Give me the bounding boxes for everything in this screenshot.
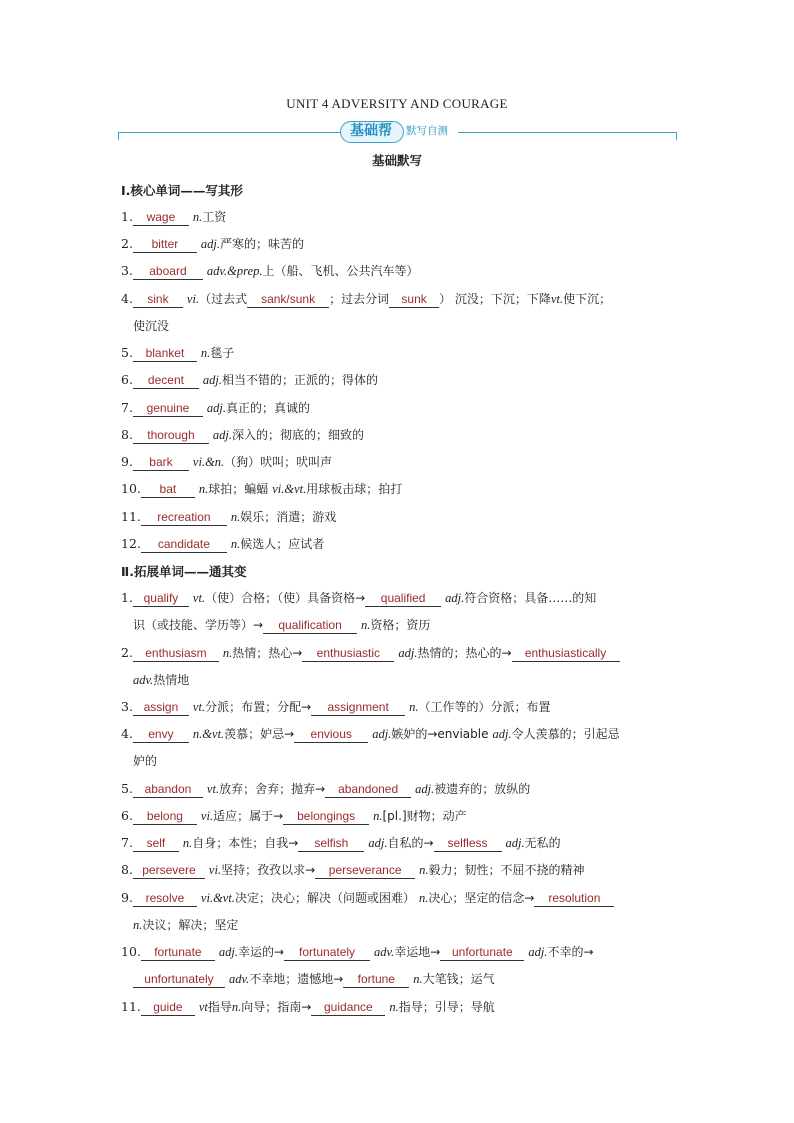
answer-blank: enthusiasm [133,646,219,662]
list-item [121,453,681,471]
answer-blank: qualified [365,591,441,607]
definition-text: 严寒的；味苦的 [220,237,305,251]
definition-text: ；过去分词 [329,292,390,306]
definition-text: 不幸地；遗憾地→ [249,972,344,986]
part-of-speech: adj. [505,836,525,850]
part-of-speech: n. [373,809,383,823]
item-number: 7. [121,835,133,850]
definition-text: 符合资格；具备……的知 [464,591,597,605]
answer-blank: qualification [263,618,357,634]
answer-blank: decent [133,373,199,389]
part-of-speech: adj. [202,373,223,387]
answer-blank: qualify [133,591,189,607]
definition-text: 工资 [202,210,227,224]
answer-blank: enthusiastically [512,646,620,662]
section2-heading: Ⅱ.拓展单词——通其变 [121,564,247,579]
part-of-speech: n. [413,972,423,986]
part-of-speech: adv.&prep. [206,264,263,278]
definition-text: 娱乐；消遣；游戏 [240,510,337,524]
definition-text: （狗）吠叫；吠叫声 [224,455,333,469]
item-number: 4. [121,291,133,306]
list-item-continuation [133,671,189,689]
answer-blank: guidance [311,1000,385,1016]
item-number: 2. [121,645,133,660]
list-item [121,644,681,662]
answer-blank: self [133,836,179,852]
part-of-speech: adv. [133,673,154,687]
definition-text: 热情；热心→ [232,646,303,660]
list-item [121,943,681,961]
answer-blank: recreation [141,510,227,526]
item-number: 10. [121,481,141,496]
answer-blank: fortunate [141,945,215,961]
item-number: 2. [121,236,133,251]
part-of-speech: n. [198,482,209,496]
definition-text: 资格；资历 [370,618,431,632]
answer-blank: selfish [298,836,364,852]
section-banner [118,120,678,144]
answer-blank: sunk [389,292,439,308]
part-of-speech: n. [361,618,371,632]
answer-blank: perseverance [315,863,415,879]
answer-blank: envy [133,727,189,743]
banner-right-tick [676,132,677,140]
definition-text: （工作等的）分派；布置 [418,700,551,714]
part-of-speech: n. [419,863,429,877]
definition-text: 决议；解决；坚定 [142,918,239,932]
answer-blank: aboard [133,264,203,280]
list-item [121,426,681,444]
list-item [121,780,681,798]
part-of-speech: vi.&vt. [272,482,307,496]
list-item [121,889,681,907]
list-item [121,508,681,526]
answer-blank: genuine [133,401,203,417]
definition-text: 使下沉； [563,292,612,306]
definition-text: [pl.]财物；动产 [382,809,467,823]
list-item [121,861,681,879]
part-of-speech: n. [230,537,241,551]
list-item [121,589,681,607]
definition-text: 坚持；孜孜以求→ [221,863,316,877]
part-of-speech: adj. [445,591,465,605]
list-item [121,235,681,253]
definition-text: 羡慕；妒忌→ [224,727,295,741]
answer-blank: fortunately [284,945,370,961]
subtitle: 基础默写 [371,153,422,168]
list-item [121,535,681,553]
answer-blank: fortune [343,972,409,988]
definition-text: 适应；属于→ [213,809,284,823]
list-item [121,725,681,743]
part-of-speech: adj. [206,401,227,415]
definition-text: 自私的→ [387,836,434,850]
list-item [121,399,681,417]
definition-text: 被遗弃的；放纵的 [434,782,531,796]
answer-blank: guide [141,1000,195,1016]
unit-title: UNIT 4 ADVERSITY AND COURAGE [286,96,508,111]
list-item [121,208,681,226]
definition-text: 深入的；彻底的；细致的 [232,428,365,442]
answer-blank: abandoned [325,782,411,798]
part-of-speech: n. [231,1000,242,1014]
definition-text: 自身；本性；自我→ [192,836,299,850]
item-number: 6. [121,808,133,823]
answer-blank: envious [294,727,368,743]
list-item [121,834,681,852]
definition-text: 分派；布置；分配→ [205,700,312,714]
part-of-speech: adj. [372,727,392,741]
part-of-speech: vi.&vt. [200,891,235,905]
part-of-speech: adj. [528,945,548,959]
answer-blank: assign [133,700,189,716]
definition-text: 指导 [207,1000,232,1014]
list-item [121,807,681,825]
item-number: 7. [121,400,133,415]
part-of-speech: vi.&n. [192,455,225,469]
item-number: 10. [121,944,141,959]
part-of-speech: adv. [374,945,395,959]
part-of-speech: vi. [208,863,222,877]
item-number: 12. [121,536,141,551]
definition-text: （过去式 [199,292,248,306]
definition-text: 决定；决心；解决（问题或困难） [234,891,415,905]
badge-tag: 默写自测 [406,125,448,137]
item-number: 11. [121,999,141,1014]
item-number: 3. [121,699,133,714]
definition-text: 幸运地→ [394,945,441,959]
list-item-continuation: 使沉没 [133,319,170,333]
part-of-speech: vt. [550,292,564,306]
item-number: 8. [121,862,133,877]
definition-text: 相当不错的；正派的；得体的 [222,373,379,387]
list-item [121,998,681,1016]
definition-text: 识（或技能、学历等）→ [133,618,264,632]
answer-blank: enthusiastic [302,646,394,662]
part-of-speech: n.&vt. [192,727,225,741]
part-of-speech: adj. [200,237,221,251]
definition-text: 大笔钱；运气 [422,972,495,986]
definition-text: 毯子 [210,346,235,360]
part-of-speech: vt. [192,700,206,714]
banner-left-tick [118,132,119,140]
part-of-speech: vt [198,1000,208,1014]
definition-text: 热情地 [153,673,190,687]
part-of-speech: adj. [218,945,238,959]
answer-blank: thorough [133,428,209,444]
list-item-continuation: 妒的 [133,754,158,768]
answer-blank: assignment [311,700,405,716]
answer-blank: bat [141,482,195,498]
definition-text: 无私的 [524,836,561,850]
part-of-speech: adj. [212,428,233,442]
item-number: 9. [121,890,133,905]
answer-blank: unfortunate [440,945,524,961]
definition-text: 不幸的→ [547,945,594,959]
item-number: 9. [121,454,133,469]
answer-blank: belongings [283,809,369,825]
definition-text: 真正的；真诚的 [226,401,311,415]
definition-text: 令人羡慕的；引起忌 [511,727,620,741]
definition-text: 指导；引导；导航 [398,1000,495,1014]
definition-text: 热情的；热心的→ [417,646,512,660]
item-number: 4. [121,726,133,741]
item-number: 5. [121,781,133,796]
list-item-continuation [133,970,495,988]
banner-badge [340,120,458,142]
item-number: 1. [121,209,133,224]
item-number: 6. [121,372,133,387]
definition-text: 候选人；应试者 [240,537,325,551]
answer-blank: belong [133,809,197,825]
item-number: 11. [121,509,141,524]
list-item [121,371,681,389]
list-item [121,262,681,280]
part-of-speech: vt. [206,782,220,796]
answer-blank: resolve [133,891,197,907]
definition-text: 向导；指南→ [241,1000,312,1014]
part-of-speech: n. [222,646,233,660]
definition-text: 放弃；舍弃；抛弃→ [219,782,326,796]
answer-blank: candidate [141,537,227,553]
part-of-speech: adj. [368,836,388,850]
list-item-continuation [133,616,430,634]
item-number: 5. [121,345,133,360]
part-of-speech: n. [409,700,419,714]
answer-blank: blanket [133,346,197,362]
part-of-speech: vi. [186,292,200,306]
part-of-speech: adj. [492,727,512,741]
part-of-speech: n. [133,918,143,932]
answer-blank: persevere [133,863,205,879]
section1-heading: Ⅰ.核心单词——写其形 [121,183,243,198]
part-of-speech: n. [418,891,429,905]
list-item-continuation [133,916,238,934]
part-of-speech: adj. [398,646,418,660]
part-of-speech: adv. [228,972,250,986]
answer-blank: selfless [434,836,502,852]
part-of-speech: vi. [200,809,214,823]
answer-blank: abandon [133,782,203,798]
item-number: 1. [121,590,133,605]
list-item [121,344,681,362]
list-item [121,698,681,716]
part-of-speech: adj. [415,782,435,796]
definition-text: （使）合格；（使）具备资格→ [205,591,366,605]
answer-blank: bitter [133,237,197,253]
answer-blank: wage [133,210,189,226]
definition-text: 决心；坚定的信念→ [428,891,535,905]
definition-text: 嫉妒的→enviable [391,727,489,741]
answer-blank: resolution [534,891,614,907]
part-of-speech: vt. [192,591,206,605]
part-of-speech: n. [182,836,193,850]
definition-text: 幸运的→ [237,945,285,959]
item-number: 3. [121,263,133,278]
banner-right-line [458,132,676,133]
list-item [121,290,681,308]
definition-text: 球拍；蝙蝠 [208,482,269,496]
definition-text: 用球板击球；拍打 [306,482,403,496]
answer-blank: unfortunately [133,972,225,988]
definition-text: 毅力；韧性；不屈不挠的精神 [428,863,585,877]
part-of-speech: n. [192,210,203,224]
item-number: 8. [121,427,133,442]
part-of-speech: n. [230,510,241,524]
badge-label: 基础帮 [350,123,392,139]
answer-blank: bark [133,455,189,471]
banner-left-line [118,132,340,133]
answer-blank: sank/sunk [247,292,329,308]
part-of-speech: n. [389,1000,399,1014]
definition-text: ） 沉没；下沉；下降 [439,292,551,306]
part-of-speech: n. [200,346,211,360]
list-item [121,480,681,498]
answer-blank: sink [133,292,183,308]
definition-text: 上（船、飞机、公共汽车等） [262,264,419,278]
